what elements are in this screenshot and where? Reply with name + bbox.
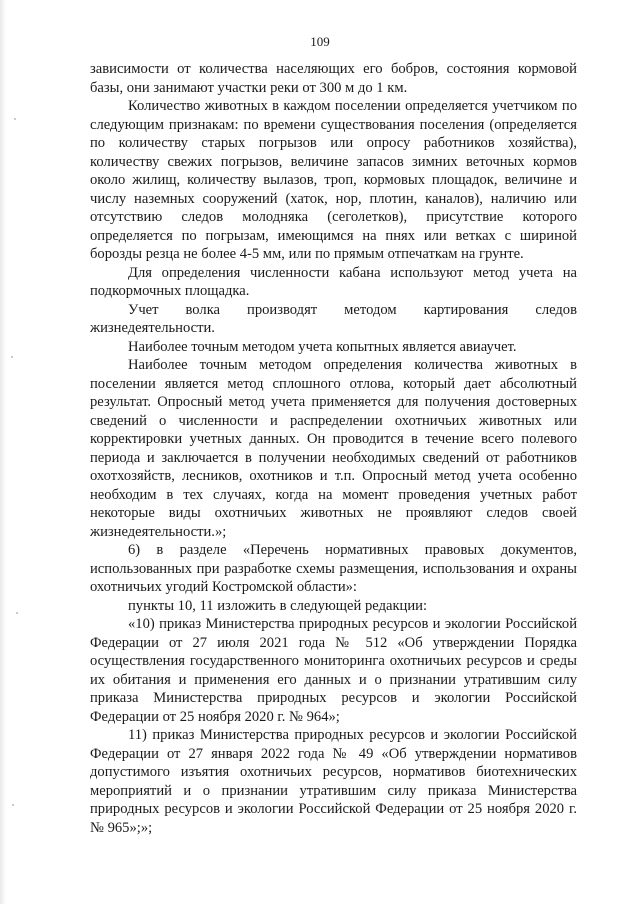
- scan-speck: [12, 804, 14, 806]
- paragraph: пункты 10, 11 изложить в следующей редакции:: [128, 597, 428, 614]
- scan-speck: [16, 612, 18, 614]
- paragraph: 6) в разделе «Перечень нормативных правовых документов, использованных при разработке схемы размещения, использования и охраны охотничьих угодий Костромской области»:: [90, 542, 577, 595]
- paragraph: 11) приказ Министерства природных ресурсов и экологии Российской Федерации от 27 января 2022 года № 49 «Об утверждении нормативов допустимого изъятия охотничьих ресурсов, нормативов биотехнических мероприятий и о признании утратившим силу приказа Министерства природных ресурсов и экологии Российской Федерации от 25 ноября 2020 г. № 965»;»;: [90, 727, 577, 836]
- paragraph: зависимости от количества населяющих его бобров, состояния кормовой базы, они занимают участки реки от 300 м до 1 км.: [90, 61, 577, 96]
- document-body: [90, 60, 577, 837]
- paragraph: «10) приказ Министерства природных ресурсов и экологии Российской Федерации от 27 июля 2021 года № 512 «Об утверждении Порядка осуществления государственного мониторинга охотничьих ресурсов и среды их обитания и применения его данных и о признании утратившим силу приказа Министерства природных ресурсов и экологии Российской Федерации от 25 ноября 2020 г. № 964»;: [90, 616, 577, 725]
- paragraph: Для определения численности кабана используют метод учета на подкормочных площадка.: [90, 264, 577, 299]
- scan-speck: [14, 118, 16, 120]
- page-number: 109: [310, 34, 330, 49]
- paragraph: Количество животных в каждом поселении определяется учетчиком по следующим признакам: по времени существования поселения (определяется по количеству старых погрызов или опросу работников хозяйства), количеству свежих погрызов, величине запасов зимних веточных кормов около жилищ, количеству вылазов, троп, кормовых площадок, величине и числу наземных сооружений (хаток, нор, плотин, каналов), наличию или отсутствию следов молодняка (сеголетков), присутствие которого определяется по погрызам, имеющимся на пнях или ветках с шириной борозды резца не более 4-5 мм, или по прямым отпечаткам на грунте.: [90, 98, 577, 262]
- scan-edge-shadow: [0, 0, 6, 904]
- paragraph: Наиболее точным методом определения количества животных в поселении является метод сплошного отлова, который дает абсолютный результат. Опросный метод учета применяется для получения достоверных сведений о численности и распределении охотничьих животных или корректировки учетных данных. Он проводится в течение всего полевого периода и заключается в получении необходимых сведений от работников охотхозяйств, лесников, охотников и т.п. Опросный метод учета особенно необходим в тех случаях, когда на момент проведения учетных работ некоторые виды охотничьих животных не проявляют следов своей жизнедеятельности.»;: [90, 357, 577, 540]
- paragraph: Учет волка производят методом картирования следов жизнедеятельности.: [90, 301, 577, 336]
- scan-speck: [11, 356, 13, 358]
- paragraph: Наиболее точным методом учета копытных является авиаучет.: [128, 338, 517, 355]
